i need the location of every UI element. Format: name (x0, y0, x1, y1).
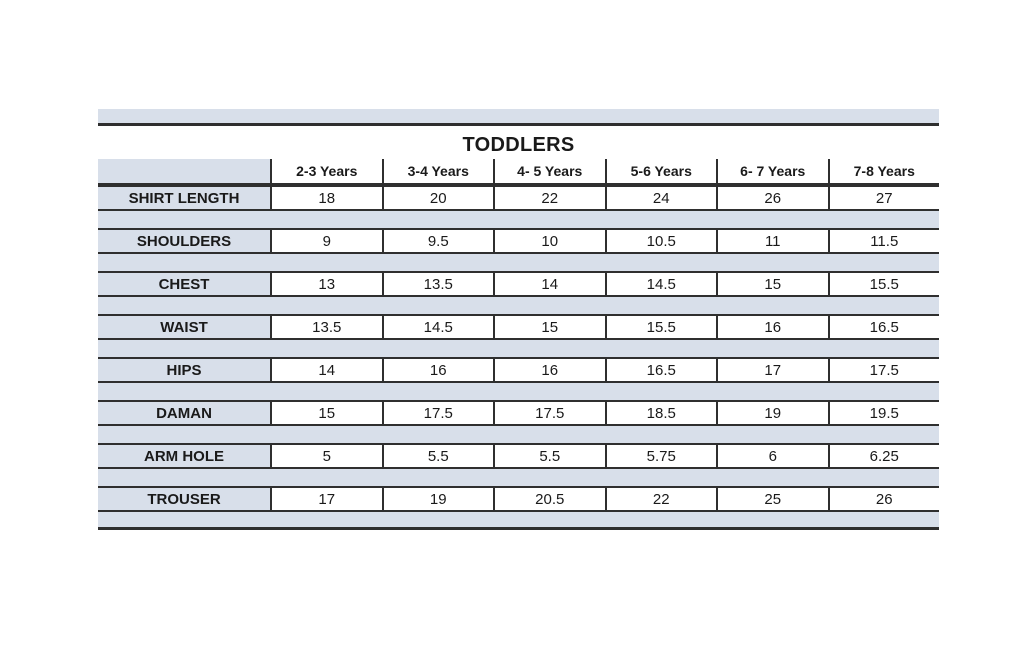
table-cell: 6.25 (828, 445, 940, 467)
table-cell: 25 (716, 488, 828, 510)
table-cell: 17.5 (382, 402, 494, 424)
table-cell: 16.5 (605, 359, 717, 381)
table-cell: 18 (270, 187, 382, 209)
chart-title: TODDLERS (98, 126, 939, 166)
table-cell: 6 (716, 445, 828, 467)
table-cell: 10.5 (605, 230, 717, 252)
table-cell: 18.5 (605, 402, 717, 424)
column-header: 2-3 Years (270, 159, 382, 183)
table-row (98, 486, 939, 512)
table-cell: 15.5 (605, 316, 717, 338)
table-row (98, 400, 939, 426)
table-cell: 27 (828, 187, 940, 209)
table-cell: 22 (605, 488, 717, 510)
header-row (98, 159, 939, 185)
table-cell: 13 (270, 273, 382, 295)
table-row (98, 357, 939, 383)
table-cell: 19 (716, 402, 828, 424)
table-cell: 10 (493, 230, 605, 252)
table-cell: 20.5 (493, 488, 605, 510)
row-label: WAIST (98, 316, 270, 338)
row-label: SHOULDERS (98, 230, 270, 252)
table-cell: 17.5 (493, 402, 605, 424)
table-cell: 26 (716, 187, 828, 209)
table-cell: 5.5 (493, 445, 605, 467)
row-label: SHIRT LENGTH (98, 187, 270, 209)
table-cell: 17 (270, 488, 382, 510)
table-cell: 5 (270, 445, 382, 467)
table-cell: 14.5 (605, 273, 717, 295)
table-cell: 15 (716, 273, 828, 295)
table-cell: 13.5 (382, 273, 494, 295)
column-header: 3-4 Years (382, 159, 494, 183)
row-label: TROUSER (98, 488, 270, 510)
table-cell: 15.5 (828, 273, 940, 295)
table-cell: 5.75 (605, 445, 717, 467)
table-cell: 22 (493, 187, 605, 209)
table-row (98, 314, 939, 340)
table-cell: 19 (382, 488, 494, 510)
table-cell: 11.5 (828, 230, 940, 252)
row-label: DAMAN (98, 402, 270, 424)
row-label: CHEST (98, 273, 270, 295)
table-cell: 15 (493, 316, 605, 338)
column-header: 6- 7 Years (716, 159, 828, 183)
table-cell: 15 (270, 402, 382, 424)
column-header: 4- 5 Years (493, 159, 605, 183)
table-cell: 14.5 (382, 316, 494, 338)
table-cell: 14 (493, 273, 605, 295)
bottom-border (98, 527, 939, 530)
table-cell: 16 (382, 359, 494, 381)
row-label: ARM HOLE (98, 445, 270, 467)
table-cell: 26 (828, 488, 940, 510)
table-cell: 11 (716, 230, 828, 252)
table-cell: 5.5 (382, 445, 494, 467)
table-cell: 17 (716, 359, 828, 381)
table-cell: 16.5 (828, 316, 940, 338)
table-row (98, 443, 939, 469)
row-label: HIPS (98, 359, 270, 381)
table-cell: 24 (605, 187, 717, 209)
column-header: 5-6 Years (605, 159, 717, 183)
table-row (98, 271, 939, 297)
table-cell: 9 (270, 230, 382, 252)
table-cell: 9.5 (382, 230, 494, 252)
table-cell: 20 (382, 187, 494, 209)
table-cell: 19.5 (828, 402, 940, 424)
table-cell: 13.5 (270, 316, 382, 338)
table-cell: 16 (716, 316, 828, 338)
header-corner (98, 159, 270, 183)
table-row (98, 185, 939, 211)
column-header: 7-8 Years (828, 159, 940, 183)
size-chart (98, 109, 939, 530)
table-cell: 16 (493, 359, 605, 381)
table-row (98, 228, 939, 254)
table-cell: 17.5 (828, 359, 940, 381)
table-cell: 14 (270, 359, 382, 381)
